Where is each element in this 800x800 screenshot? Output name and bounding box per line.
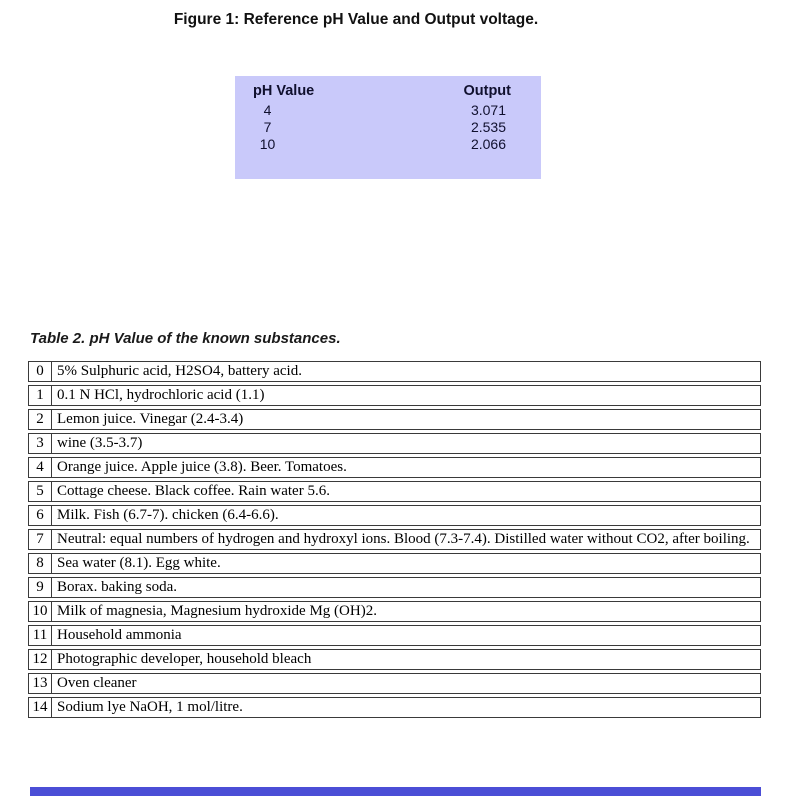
substance-row <box>28 577 761 598</box>
ph-value-cell: 7 <box>263 119 272 135</box>
substance-cell: Household ammonia <box>52 625 761 646</box>
figure1-title: Figure 1: Reference pH Value and Output voltage. <box>173 11 539 28</box>
substance-cell: Photographic developer, household bleach <box>52 649 761 670</box>
substance-row <box>28 625 761 646</box>
substance-row <box>28 457 761 478</box>
substance-cell: Sodium lye NaOH, 1 mol/litre. <box>52 697 761 718</box>
substance-cell: Borax. baking soda. <box>52 577 761 598</box>
substance-cell: wine (3.5-3.7) <box>52 433 761 454</box>
substance-row <box>28 697 761 718</box>
ph-value-header: pH Value <box>253 83 315 99</box>
substance-cell: Milk. Fish (6.7-7). chicken (6.4-6.6). <box>52 505 761 526</box>
ph-value-cell: 4 <box>263 102 272 118</box>
substance-row <box>28 385 761 406</box>
ph-value-cell: 10 <box>259 136 276 152</box>
substance-row <box>28 673 761 694</box>
table2-caption: Table 2. pH Value of the known substances. <box>30 330 341 347</box>
ph-cell: 11 <box>28 625 52 646</box>
ph-cell: 6 <box>28 505 52 526</box>
output-header: Output <box>463 83 511 99</box>
output-cell: 3.071 <box>470 102 506 118</box>
substance-row <box>28 529 761 550</box>
substance-cell: Oven cleaner <box>52 673 761 694</box>
substance-row <box>28 553 761 574</box>
reference-table-row <box>235 119 541 136</box>
substance-row <box>28 481 761 502</box>
substances-table <box>28 358 761 721</box>
substance-row <box>28 505 761 526</box>
reference-table-grid <box>235 83 541 153</box>
ph-cell: 9 <box>28 577 52 598</box>
ph-cell: 7 <box>28 529 52 550</box>
substance-row <box>28 433 761 454</box>
substance-cell: Milk of magnesia, Magnesium hydroxide Mg (OH)2. <box>52 601 761 622</box>
substance-cell: 0.1 N HCl, hydrochloric acid (1.1) <box>52 385 761 406</box>
reference-table-row <box>235 136 541 153</box>
substance-cell: Cottage cheese. Black coffee. Rain water 5.6. <box>52 481 761 502</box>
ph-cell: 5 <box>28 481 52 502</box>
substance-row <box>28 361 761 382</box>
substance-cell: Neutral: equal numbers of hydrogen and hydroxyl ions. Blood (7.3-7.4). Distilled water without CO2, after boiling. <box>52 529 761 550</box>
substance-row <box>28 649 761 670</box>
ph-cell: 3 <box>28 433 52 454</box>
substance-cell: Sea water (8.1). Egg white. <box>52 553 761 574</box>
ph-cell: 4 <box>28 457 52 478</box>
reference-table-header-row <box>235 83 541 102</box>
ph-cell: 10 <box>28 601 52 622</box>
substance-cell: Lemon juice. Vinegar (2.4-3.4) <box>52 409 761 430</box>
ph-cell: 12 <box>28 649 52 670</box>
ph-cell: 1 <box>28 385 52 406</box>
ph-cell: 2 <box>28 409 52 430</box>
ph-cell: 8 <box>28 553 52 574</box>
substance-row <box>28 409 761 430</box>
reference-table-row <box>235 102 541 119</box>
substance-row <box>28 601 761 622</box>
output-cell: 2.066 <box>470 136 506 152</box>
reference-table <box>235 76 541 179</box>
substance-cell: Orange juice. Apple juice (3.8). Beer. Tomatoes. <box>52 457 761 478</box>
substance-cell: 5% Sulphuric acid, H2SO4, battery acid. <box>52 361 761 382</box>
ph-cell: 0 <box>28 361 52 382</box>
ph-cell: 13 <box>28 673 52 694</box>
bottom-highlight-bar <box>30 787 761 796</box>
output-cell: 2.535 <box>470 119 506 135</box>
ph-cell: 14 <box>28 697 52 718</box>
